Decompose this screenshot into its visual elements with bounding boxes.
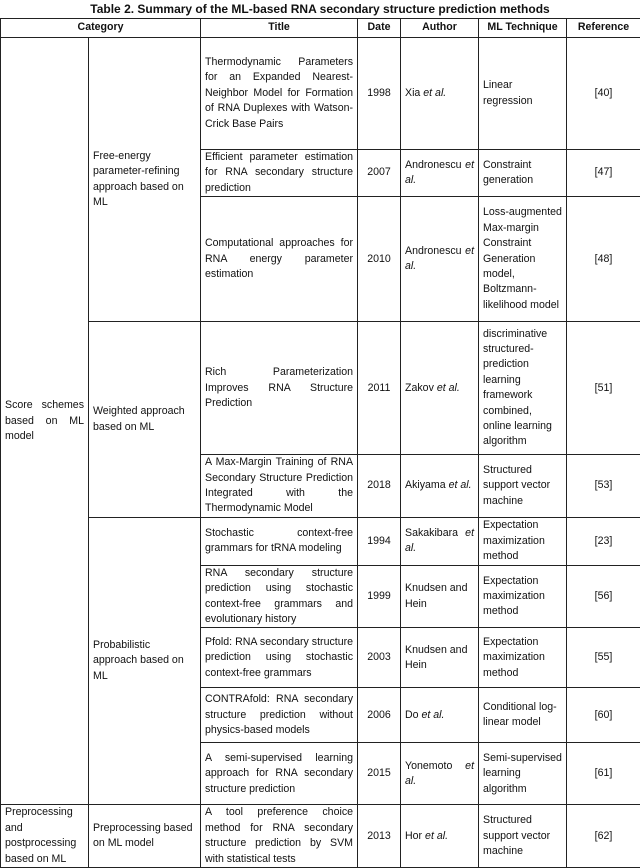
author-cell <box>401 150 479 197</box>
date-cell: 1999 <box>358 565 401 628</box>
technique-cell: Constraint generation <box>479 150 567 197</box>
technique-cell: discriminative structured-prediction learning framework combined, online learning algorithm <box>479 322 567 455</box>
title-cell: A semi-supervised learning approach for RNA secondary structure prediction <box>201 743 358 805</box>
title-cell: CONTRAfold: RNA secondary structure prediction without physics-based models <box>201 688 358 743</box>
author-cell <box>401 322 479 455</box>
technique-cell: Structured support vector machine <box>479 455 567 518</box>
author-et-al: et al. <box>405 527 474 554</box>
header-title: Title <box>201 19 358 38</box>
reference-cell: [60] <box>567 688 640 743</box>
reference-cell: [47] <box>567 150 640 197</box>
subcategory-cell: Free-energy parameter-refining approach based on ML <box>89 38 201 322</box>
author-cell <box>401 517 479 565</box>
author-name: Xia <box>405 87 420 99</box>
author-name: Yonemoto <box>405 760 452 772</box>
date-cell: 2011 <box>358 322 401 455</box>
author-name: Andronescu <box>405 159 462 171</box>
date-cell: 1998 <box>358 38 401 150</box>
date-cell: 1994 <box>358 517 401 565</box>
summary-table <box>0 18 640 868</box>
title-cell: Thermodynamic Parameters for an Expanded Nearest-Neighbor Model for Formation of RNA Duplexes with Watson-Crick Base Pairs <box>201 38 358 150</box>
subcategory-cell: Weighted approach based on ML <box>89 322 201 518</box>
table-caption: Table 2. Summary of the ML-based RNA secondary structure prediction methods <box>0 2 640 16</box>
technique-cell: Conditional log-linear model <box>479 688 567 743</box>
author-cell <box>401 38 479 150</box>
reference-cell: [23] <box>567 517 640 565</box>
author-et-al: et al. <box>449 479 472 491</box>
title-cell: Computational approaches for RNA energy parameter estimation <box>201 197 358 322</box>
header-technique: ML Technique <box>479 19 567 38</box>
author-cell <box>401 805 479 868</box>
author-cell <box>401 565 479 628</box>
date-cell: 2003 <box>358 628 401 688</box>
technique-cell: Semi-supervised learning algorithm <box>479 743 567 805</box>
category-cell: Score schemes based on ML model <box>1 38 89 805</box>
author-et-al: et al. <box>405 760 474 787</box>
table-body <box>1 38 640 868</box>
author-cell <box>401 743 479 805</box>
header-category: Category <box>1 19 201 38</box>
author-name: Knudsen and Hein <box>405 644 467 671</box>
table-row <box>1 38 640 150</box>
author-cell <box>401 197 479 322</box>
reference-cell: [56] <box>567 565 640 628</box>
author-name: Do <box>405 709 419 721</box>
technique-cell: Expectation maximization method <box>479 517 567 565</box>
date-cell: 2010 <box>358 197 401 322</box>
author-cell <box>401 455 479 518</box>
author-name: Knudsen and Hein <box>405 582 467 609</box>
category-cell: Preprocessing and postprocessing based on ML <box>1 805 89 868</box>
author-et-al: et al. <box>405 245 474 272</box>
author-et-al: et al. <box>405 159 474 186</box>
header-row <box>1 19 640 38</box>
author-name: Zakov <box>405 382 434 394</box>
title-cell: Pfold: RNA secondary structure prediction using stochastic context-free grammars <box>201 628 358 688</box>
technique-cell: Loss-augmented Max-margin Constraint Generation model, Boltzmann-likelihood model <box>479 197 567 322</box>
author-name: Sakakibara <box>405 527 458 539</box>
table-row <box>1 322 640 455</box>
reference-cell: [62] <box>567 805 640 868</box>
technique-cell: Linear regression <box>479 38 567 150</box>
title-cell: RNA secondary structure prediction using stochastic context-free grammars and evolutionary history <box>201 565 358 628</box>
author-name: Andronescu <box>405 245 462 257</box>
reference-cell: [51] <box>567 322 640 455</box>
title-cell: Rich Parameterization Improves RNA Structure Prediction <box>201 322 358 455</box>
date-cell: 2007 <box>358 150 401 197</box>
header-date: Date <box>358 19 401 38</box>
technique-cell: Expectation maximization method <box>479 565 567 628</box>
reference-cell: [53] <box>567 455 640 518</box>
author-name: Hor <box>405 830 422 842</box>
author-cell <box>401 688 479 743</box>
table-row <box>1 805 640 868</box>
header-author: Author <box>401 19 479 38</box>
author-et-al: et al. <box>422 709 445 721</box>
author-et-al: et al. <box>437 382 460 394</box>
title-cell: Efficient parameter estimation for RNA secondary structure prediction <box>201 150 358 197</box>
author-name: Akiyama <box>405 479 446 491</box>
subcategory-cell: Preprocessing based on ML model <box>89 805 201 868</box>
table-row <box>1 517 640 565</box>
author-et-al: et al. <box>423 87 446 99</box>
reference-cell: [61] <box>567 743 640 805</box>
reference-cell: [40] <box>567 38 640 150</box>
author-cell <box>401 628 479 688</box>
date-cell: 2015 <box>358 743 401 805</box>
date-cell: 2018 <box>358 455 401 518</box>
title-cell: A Max-Margin Training of RNA Secondary Structure Prediction Integrated with the Thermodynamic Model <box>201 455 358 518</box>
technique-cell: Structured support vector machine <box>479 805 567 868</box>
reference-cell: [55] <box>567 628 640 688</box>
author-et-al: et al. <box>425 830 448 842</box>
technique-cell: Expectation maximization method <box>479 628 567 688</box>
reference-cell: [48] <box>567 197 640 322</box>
header-reference: Reference <box>567 19 640 38</box>
subcategory-cell: Probabilistic approach based on ML <box>89 517 201 805</box>
date-cell: 2006 <box>358 688 401 743</box>
date-cell: 2013 <box>358 805 401 868</box>
title-cell: A tool preference choice method for RNA secondary structure prediction by SVM with statistical tests <box>201 805 358 868</box>
title-cell: Stochastic context-free grammars for tRNA modeling <box>201 517 358 565</box>
